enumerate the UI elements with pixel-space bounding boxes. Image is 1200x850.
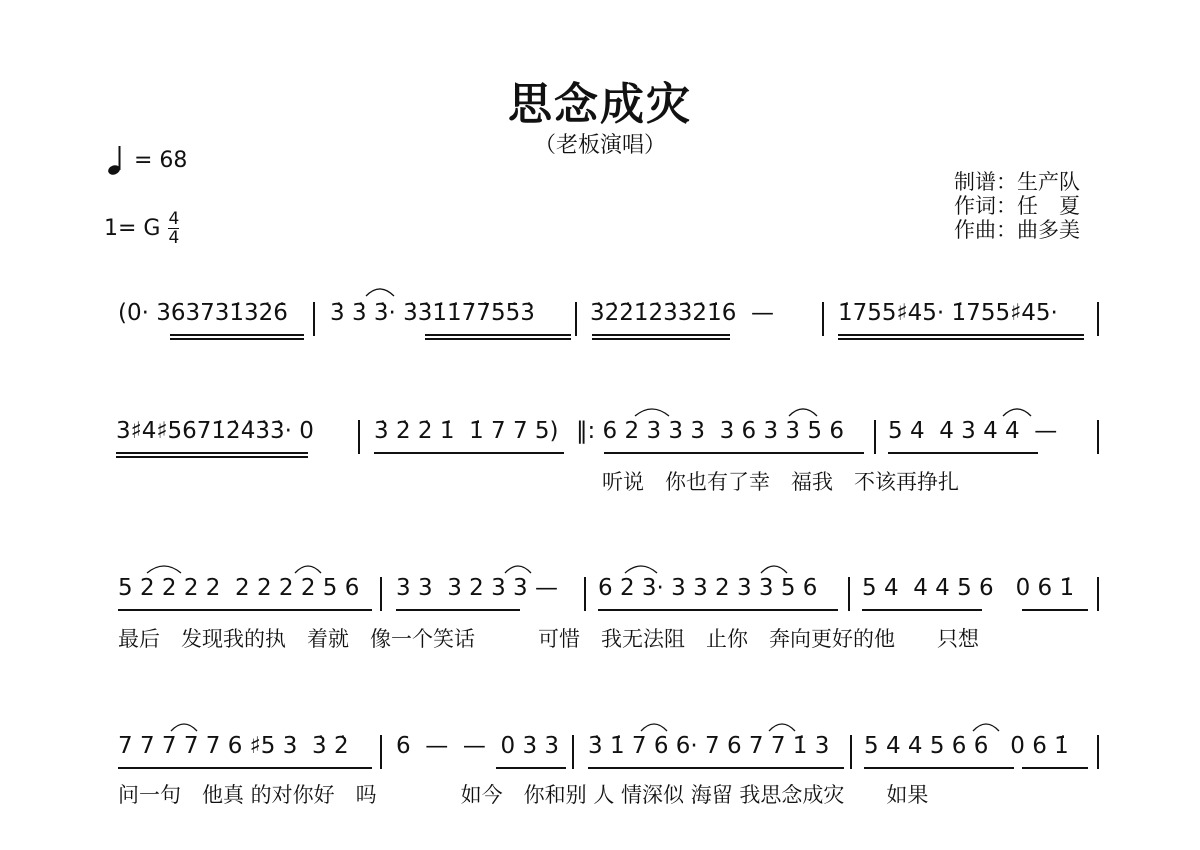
measure: 1̇755♯45· 1̇755♯45· bbox=[838, 300, 1058, 326]
beam bbox=[116, 456, 308, 458]
slur bbox=[170, 719, 198, 733]
measure: 5 4 4 4 5 6 0 6 1̇ bbox=[862, 575, 1075, 601]
beam bbox=[592, 338, 730, 340]
beam bbox=[118, 609, 372, 611]
bar-line bbox=[584, 577, 586, 611]
time-signature bbox=[168, 210, 179, 247]
measure: (0· 363731̇32̇6̇ bbox=[118, 300, 288, 326]
measure: 3 3 3 2 3 3 — bbox=[396, 575, 558, 601]
beam bbox=[1022, 609, 1088, 611]
slur bbox=[504, 561, 532, 575]
credits-block bbox=[954, 170, 1080, 242]
score-row-2 bbox=[0, 418, 1200, 528]
beam bbox=[1022, 767, 1088, 769]
slur bbox=[768, 719, 796, 733]
bar-line bbox=[1097, 577, 1099, 611]
bar-line bbox=[380, 735, 382, 769]
quarter-note-icon bbox=[108, 144, 124, 176]
slur bbox=[1002, 404, 1032, 418]
slur bbox=[760, 561, 788, 575]
lyric-line: 最后 发现我的执 着就 像一个笑话 可惜 我无法阻 止你 奔向更好的他 只想 bbox=[118, 627, 979, 651]
composer-credit: 作曲：曲多美 bbox=[954, 218, 1080, 242]
beam bbox=[374, 452, 564, 454]
tempo-marking bbox=[108, 144, 187, 176]
time-top: 4 bbox=[168, 209, 180, 229]
measure: 5 4 4 3 4 4 — bbox=[888, 418, 1058, 444]
slur bbox=[972, 719, 1000, 733]
bar-line bbox=[850, 735, 852, 769]
beam bbox=[864, 767, 1014, 769]
measure: 5 4 4 5 6 6 0 6 1̇ bbox=[864, 733, 1069, 759]
bar-line bbox=[572, 735, 574, 769]
measure: 3̇ 1̇ 7 6 6· 7 6 7 7 1̇ 3 bbox=[588, 733, 830, 759]
beam bbox=[838, 338, 1084, 340]
bar-line bbox=[1097, 302, 1099, 336]
slur bbox=[365, 284, 395, 298]
arranger-credit: 制谱：生产队 bbox=[954, 170, 1080, 194]
beam bbox=[496, 767, 566, 769]
key-text: 1= G bbox=[104, 216, 161, 241]
beam bbox=[396, 609, 520, 611]
slur bbox=[146, 561, 182, 575]
slur bbox=[294, 561, 322, 575]
bar-line bbox=[575, 302, 577, 336]
measure: ‖: 6 2 3 3 3 3 6 3 3 5 6 bbox=[576, 418, 844, 444]
tempo-text: = 68 bbox=[134, 147, 188, 173]
beam bbox=[604, 452, 864, 454]
slur bbox=[624, 561, 658, 575]
measure: 3̇ 2̇ 2̇ 1̇ 1̇ 7 7 5) bbox=[374, 418, 559, 444]
measure: 3♯4♯5671̇2̇4̇3̇3̇· 0 bbox=[116, 418, 314, 444]
bar-line bbox=[313, 302, 315, 336]
beam bbox=[425, 334, 571, 336]
beam bbox=[118, 767, 372, 769]
bar-line bbox=[380, 577, 382, 611]
bar-line bbox=[822, 302, 824, 336]
score-row-3 bbox=[0, 575, 1200, 685]
lyricist-credit: 作词：任 夏 bbox=[954, 194, 1080, 218]
score-row-1 bbox=[0, 300, 1200, 410]
beam bbox=[598, 609, 838, 611]
key-signature bbox=[104, 210, 179, 247]
score-subtitle: （老板演唱） bbox=[533, 133, 666, 158]
measure: 5 2 2 2 2 2 2 2 2 5 6 bbox=[118, 575, 360, 601]
beam bbox=[116, 452, 308, 454]
bar-line bbox=[1097, 735, 1099, 769]
slur bbox=[640, 719, 668, 733]
slur bbox=[634, 404, 670, 418]
score-row-4 bbox=[0, 733, 1200, 843]
bar-line bbox=[1097, 420, 1099, 454]
measure: 3̇2̇2̇1̇2̇3̇3̇2̇1̇6 — bbox=[590, 300, 774, 326]
bar-line bbox=[358, 420, 360, 454]
time-bottom: 4 bbox=[168, 228, 180, 248]
beam bbox=[838, 334, 1084, 336]
beam bbox=[592, 334, 730, 336]
measure: 6 — — 0 3 3 bbox=[396, 733, 560, 759]
slur bbox=[788, 404, 818, 418]
beam bbox=[588, 767, 844, 769]
beam bbox=[888, 452, 1038, 454]
measure: 7 7 7 7 7 6 ♯5 3 3̇ 2̇ bbox=[118, 733, 349, 759]
measure: 6 2 3· 3 3 2 3 3 5 6 bbox=[598, 575, 818, 601]
beam bbox=[170, 334, 304, 336]
beam bbox=[862, 609, 982, 611]
measure: 3̇ 3̇ 3̇· 3̇3̇1̇1̇7̇7̇5̇5̇3̇ bbox=[330, 300, 535, 326]
lyric-line: 问一句 他真 的对你好 吗 如今 你和别 人 情深似 海留 我思念成灾 如果 bbox=[118, 783, 929, 807]
beam bbox=[170, 338, 304, 340]
bar-line bbox=[848, 577, 850, 611]
lyric-line: 听说 你也有了幸 福我 不该再挣扎 bbox=[602, 470, 959, 494]
beam bbox=[425, 338, 571, 340]
bar-line bbox=[874, 420, 876, 454]
score-title: 思念成灾 bbox=[508, 79, 692, 130]
